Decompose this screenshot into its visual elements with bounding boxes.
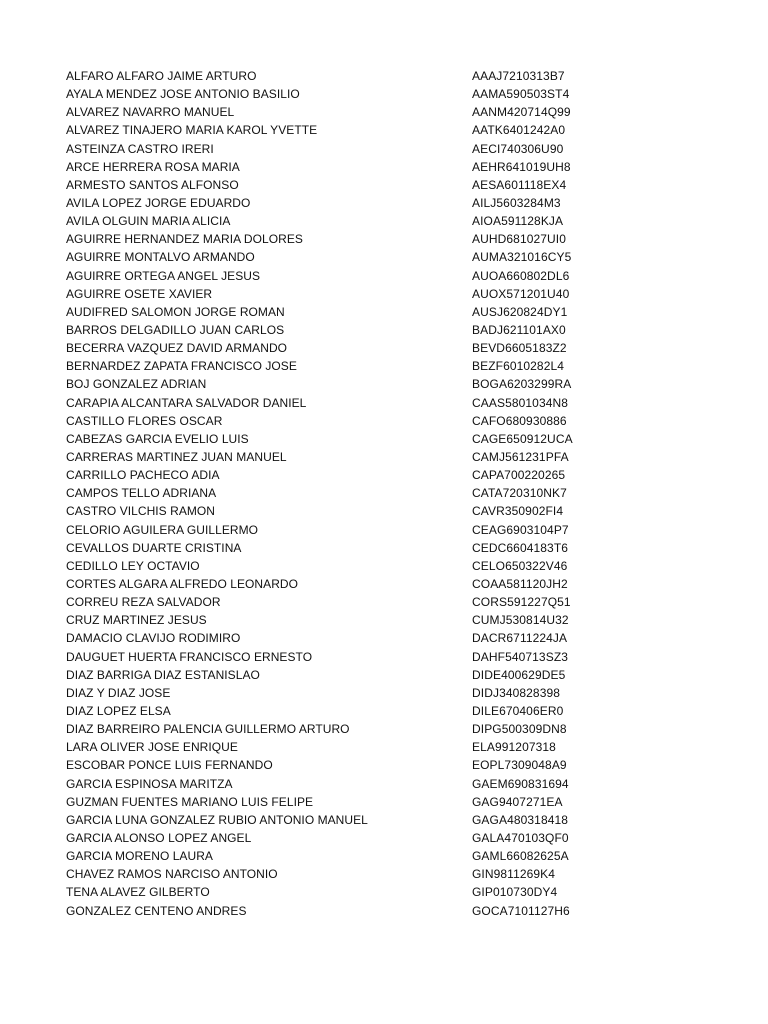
list-item — [66, 575, 686, 593]
rfc-code: CEDC6604183T6 — [472, 540, 569, 555]
rfc-code: AUHD681027UI0 — [472, 232, 567, 247]
list-item — [66, 430, 686, 448]
rfc-code: CATA720310NK7 — [472, 486, 567, 501]
person-name: CARRILLO PACHECO ADIA — [66, 468, 220, 483]
rfc-code: BEVD6605183Z2 — [472, 341, 567, 356]
list-item — [66, 248, 686, 266]
person-name: CARAPIA ALCANTARA SALVADOR DANIEL — [66, 395, 307, 410]
list-item — [66, 756, 686, 774]
person-name: AVILA LOPEZ JORGE EDUARDO — [66, 196, 251, 211]
rfc-code: DIDJ340828398 — [472, 685, 561, 700]
list-item — [66, 865, 686, 883]
rfc-code: DAHF540713SZ3 — [472, 649, 569, 664]
person-name: DIAZ LOPEZ ELSA — [66, 703, 171, 718]
list-item — [66, 375, 686, 393]
rfc-code: AUOA660802DL6 — [472, 268, 570, 283]
list-item — [66, 557, 686, 575]
person-name: CHAVEZ RAMOS NARCISO ANTONIO — [66, 867, 278, 882]
list-item — [66, 539, 686, 557]
person-name: GARCIA MORENO LAURA — [66, 849, 213, 864]
rfc-code: GIP010730DY4 — [472, 885, 558, 900]
list-item — [66, 521, 686, 539]
rfc-code: DACR6711224JA — [472, 631, 568, 646]
person-name: ALVAREZ TINAJERO MARIA KAROL YVETTE — [66, 123, 318, 138]
rfc-code: CAPA700220265 — [472, 468, 566, 483]
list-item — [66, 121, 686, 139]
rfc-code: GIN9811269K4 — [472, 867, 556, 882]
person-name: GARCIA ALONSO LOPEZ ANGEL — [66, 830, 252, 845]
person-name: AGUIRRE OSETE XAVIER — [66, 286, 213, 301]
person-name: AGUIRRE HERNANDEZ MARIA DOLORES — [66, 232, 303, 247]
person-name: CASTRO VILCHIS RAMON — [66, 504, 216, 519]
rfc-code: CAAS5801034N8 — [472, 395, 569, 410]
person-name: ASTEINZA CASTRO IRERI — [66, 141, 214, 156]
list-item — [66, 267, 686, 285]
rfc-code: AUMA321016CY5 — [472, 250, 572, 265]
rfc-code: AESA601118EX4 — [472, 177, 567, 192]
list-item — [66, 285, 686, 303]
list-item — [66, 339, 686, 357]
person-name: ALVAREZ NAVARRO MANUEL — [66, 105, 235, 120]
rfc-code: GAEM690831694 — [472, 776, 569, 791]
person-name: DIAZ BARRIGA DIAZ ESTANISLAO — [66, 667, 260, 682]
person-name: GARCIA LUNA GONZALEZ RUBIO ANTONIO MANUEL — [66, 812, 368, 827]
person-name: CAMPOS TELLO ADRIANA — [66, 486, 217, 501]
rfc-code: DILE670406ER0 — [472, 703, 564, 718]
list-item — [66, 774, 686, 792]
person-name: BARROS DELGADILLO JUAN CARLOS — [66, 323, 285, 338]
person-name: BOJ GONZALEZ ADRIAN — [66, 377, 207, 392]
list-item — [66, 194, 686, 212]
person-name: CELORIO AGUILERA GUILLERMO — [66, 522, 259, 537]
rfc-code: AIOA591128KJA — [472, 214, 564, 229]
rfc-code: CUMJ530814U32 — [472, 613, 569, 628]
person-name: CEVALLOS DUARTE CRISTINA — [66, 540, 242, 555]
list-item — [66, 611, 686, 629]
person-name: CORREU REZA SALVADOR — [66, 595, 221, 610]
rfc-code: CAMJ561231PFA — [472, 450, 569, 465]
person-name: BECERRA VAZQUEZ DAVID ARMANDO — [66, 341, 288, 356]
rfc-code: DIPG500309DN8 — [472, 722, 567, 737]
rfc-code: AAMA590503ST4 — [472, 87, 570, 102]
list-item — [66, 648, 686, 666]
list-item — [66, 629, 686, 647]
person-name: ARMESTO SANTOS ALFONSO — [66, 177, 239, 192]
name-rfc-list — [66, 67, 686, 920]
person-name: CABEZAS GARCIA EVELIO LUIS — [66, 431, 249, 446]
person-name: AVILA OLGUIN MARIA ALICIA — [66, 214, 231, 229]
list-item — [66, 412, 686, 430]
person-name: DAUGUET HUERTA FRANCISCO ERNESTO — [66, 649, 313, 664]
rfc-code: EOPL7309048A9 — [472, 758, 567, 773]
list-item — [66, 720, 686, 738]
list-item — [66, 394, 686, 412]
list-item — [66, 466, 686, 484]
person-name: ALFARO ALFARO JAIME ARTURO — [66, 69, 257, 84]
person-name: CRUZ MARTINEZ JESUS — [66, 613, 207, 628]
rfc-code: GAGA480318418 — [472, 812, 569, 827]
rfc-code: BOGA6203299RA — [472, 377, 572, 392]
person-name: BERNARDEZ ZAPATA FRANCISCO JOSE — [66, 359, 297, 374]
person-name: CARRERAS MARTINEZ JUAN MANUEL — [66, 450, 287, 465]
person-name: AGUIRRE ORTEGA ANGEL JESUS — [66, 268, 261, 283]
list-item — [66, 212, 686, 230]
list-item — [66, 684, 686, 702]
person-name: TENA ALAVEZ GILBERTO — [66, 885, 210, 900]
list-item — [66, 811, 686, 829]
person-name: DIAZ Y DIAZ JOSE — [66, 685, 171, 700]
person-name: LARA OLIVER JOSE ENRIQUE — [66, 740, 238, 755]
rfc-code: GOCA7101127H6 — [472, 903, 570, 918]
list-item — [66, 484, 686, 502]
rfc-code: AILJ5603284M3 — [472, 196, 561, 211]
person-name: AYALA MENDEZ JOSE ANTONIO BASILIO — [66, 87, 300, 102]
rfc-code: BEZF6010282L4 — [472, 359, 565, 374]
list-item — [66, 158, 686, 176]
person-name: CORTES ALGARA ALFREDO LEONARDO — [66, 577, 299, 591]
list-item — [66, 103, 686, 121]
rfc-code: AUOX571201U40 — [472, 286, 570, 301]
list-item — [66, 448, 686, 466]
person-name: AUDIFRED SALOMON JORGE ROMAN — [66, 304, 285, 319]
rfc-code: ELA991207318 — [472, 740, 556, 755]
list-item — [66, 321, 686, 339]
person-name: GUZMAN FUENTES MARIANO LUIS FELIPE — [66, 794, 314, 809]
person-name: CEDILLO LEY OCTAVIO — [66, 558, 200, 573]
person-name: ESCOBAR PONCE LUIS FERNANDO — [66, 758, 273, 773]
list-item — [66, 502, 686, 520]
list-item — [66, 85, 686, 103]
rfc-code: CORS591227Q51 — [472, 595, 571, 610]
list-item — [66, 901, 686, 919]
rfc-code: CAVR350902FI4 — [472, 504, 564, 519]
list-item — [66, 883, 686, 901]
person-name: CASTILLO FLORES OSCAR — [66, 413, 223, 428]
rfc-code: AEHR641019UH8 — [472, 159, 571, 174]
rfc-code: COAA581120JH2 — [472, 577, 568, 591]
person-name: DIAZ BARREIRO PALENCIA GUILLERMO ARTURO — [66, 722, 350, 737]
rfc-code: GAG9407271EA — [472, 794, 563, 809]
list-item — [66, 303, 686, 321]
rfc-code: CAFO680930886 — [472, 413, 567, 428]
rfc-code: AAAJ7210313B7 — [472, 69, 565, 84]
rfc-code: CELO650322V46 — [472, 558, 568, 573]
list-item — [66, 738, 686, 756]
rfc-code: CEAG6903104P7 — [472, 522, 569, 537]
person-name: GONZALEZ CENTENO ANDRES — [66, 903, 247, 918]
rfc-code: AANM420714Q99 — [472, 105, 571, 120]
list-item — [66, 67, 686, 85]
rfc-code: CAGE650912UCA — [472, 431, 573, 446]
rfc-code: AATK6401242A0 — [472, 123, 566, 138]
person-name: AGUIRRE MONTALVO ARMANDO — [66, 250, 255, 265]
list-item — [66, 230, 686, 248]
list-item — [66, 702, 686, 720]
rfc-code: GALA470103QF0 — [472, 830, 569, 845]
person-name: DAMACIO CLAVIJO RODIMIRO — [66, 631, 241, 646]
list-item — [66, 357, 686, 375]
rfc-code: AECI740306U90 — [472, 141, 564, 156]
list-item — [66, 847, 686, 865]
list-item — [66, 666, 686, 684]
person-name: ARCE HERRERA ROSA MARIA — [66, 159, 240, 174]
person-name: GARCIA ESPINOSA MARITZA — [66, 776, 233, 791]
list-item — [66, 793, 686, 811]
rfc-code: DIDE400629DE5 — [472, 667, 566, 682]
list-item — [66, 176, 686, 194]
list-item — [66, 829, 686, 847]
rfc-code: BADJ621101AX0 — [472, 323, 566, 338]
list-item — [66, 140, 686, 158]
list-item — [66, 593, 686, 611]
rfc-code: AUSJ620824DY1 — [472, 304, 568, 319]
rfc-code: GAML66082625A — [472, 849, 569, 864]
